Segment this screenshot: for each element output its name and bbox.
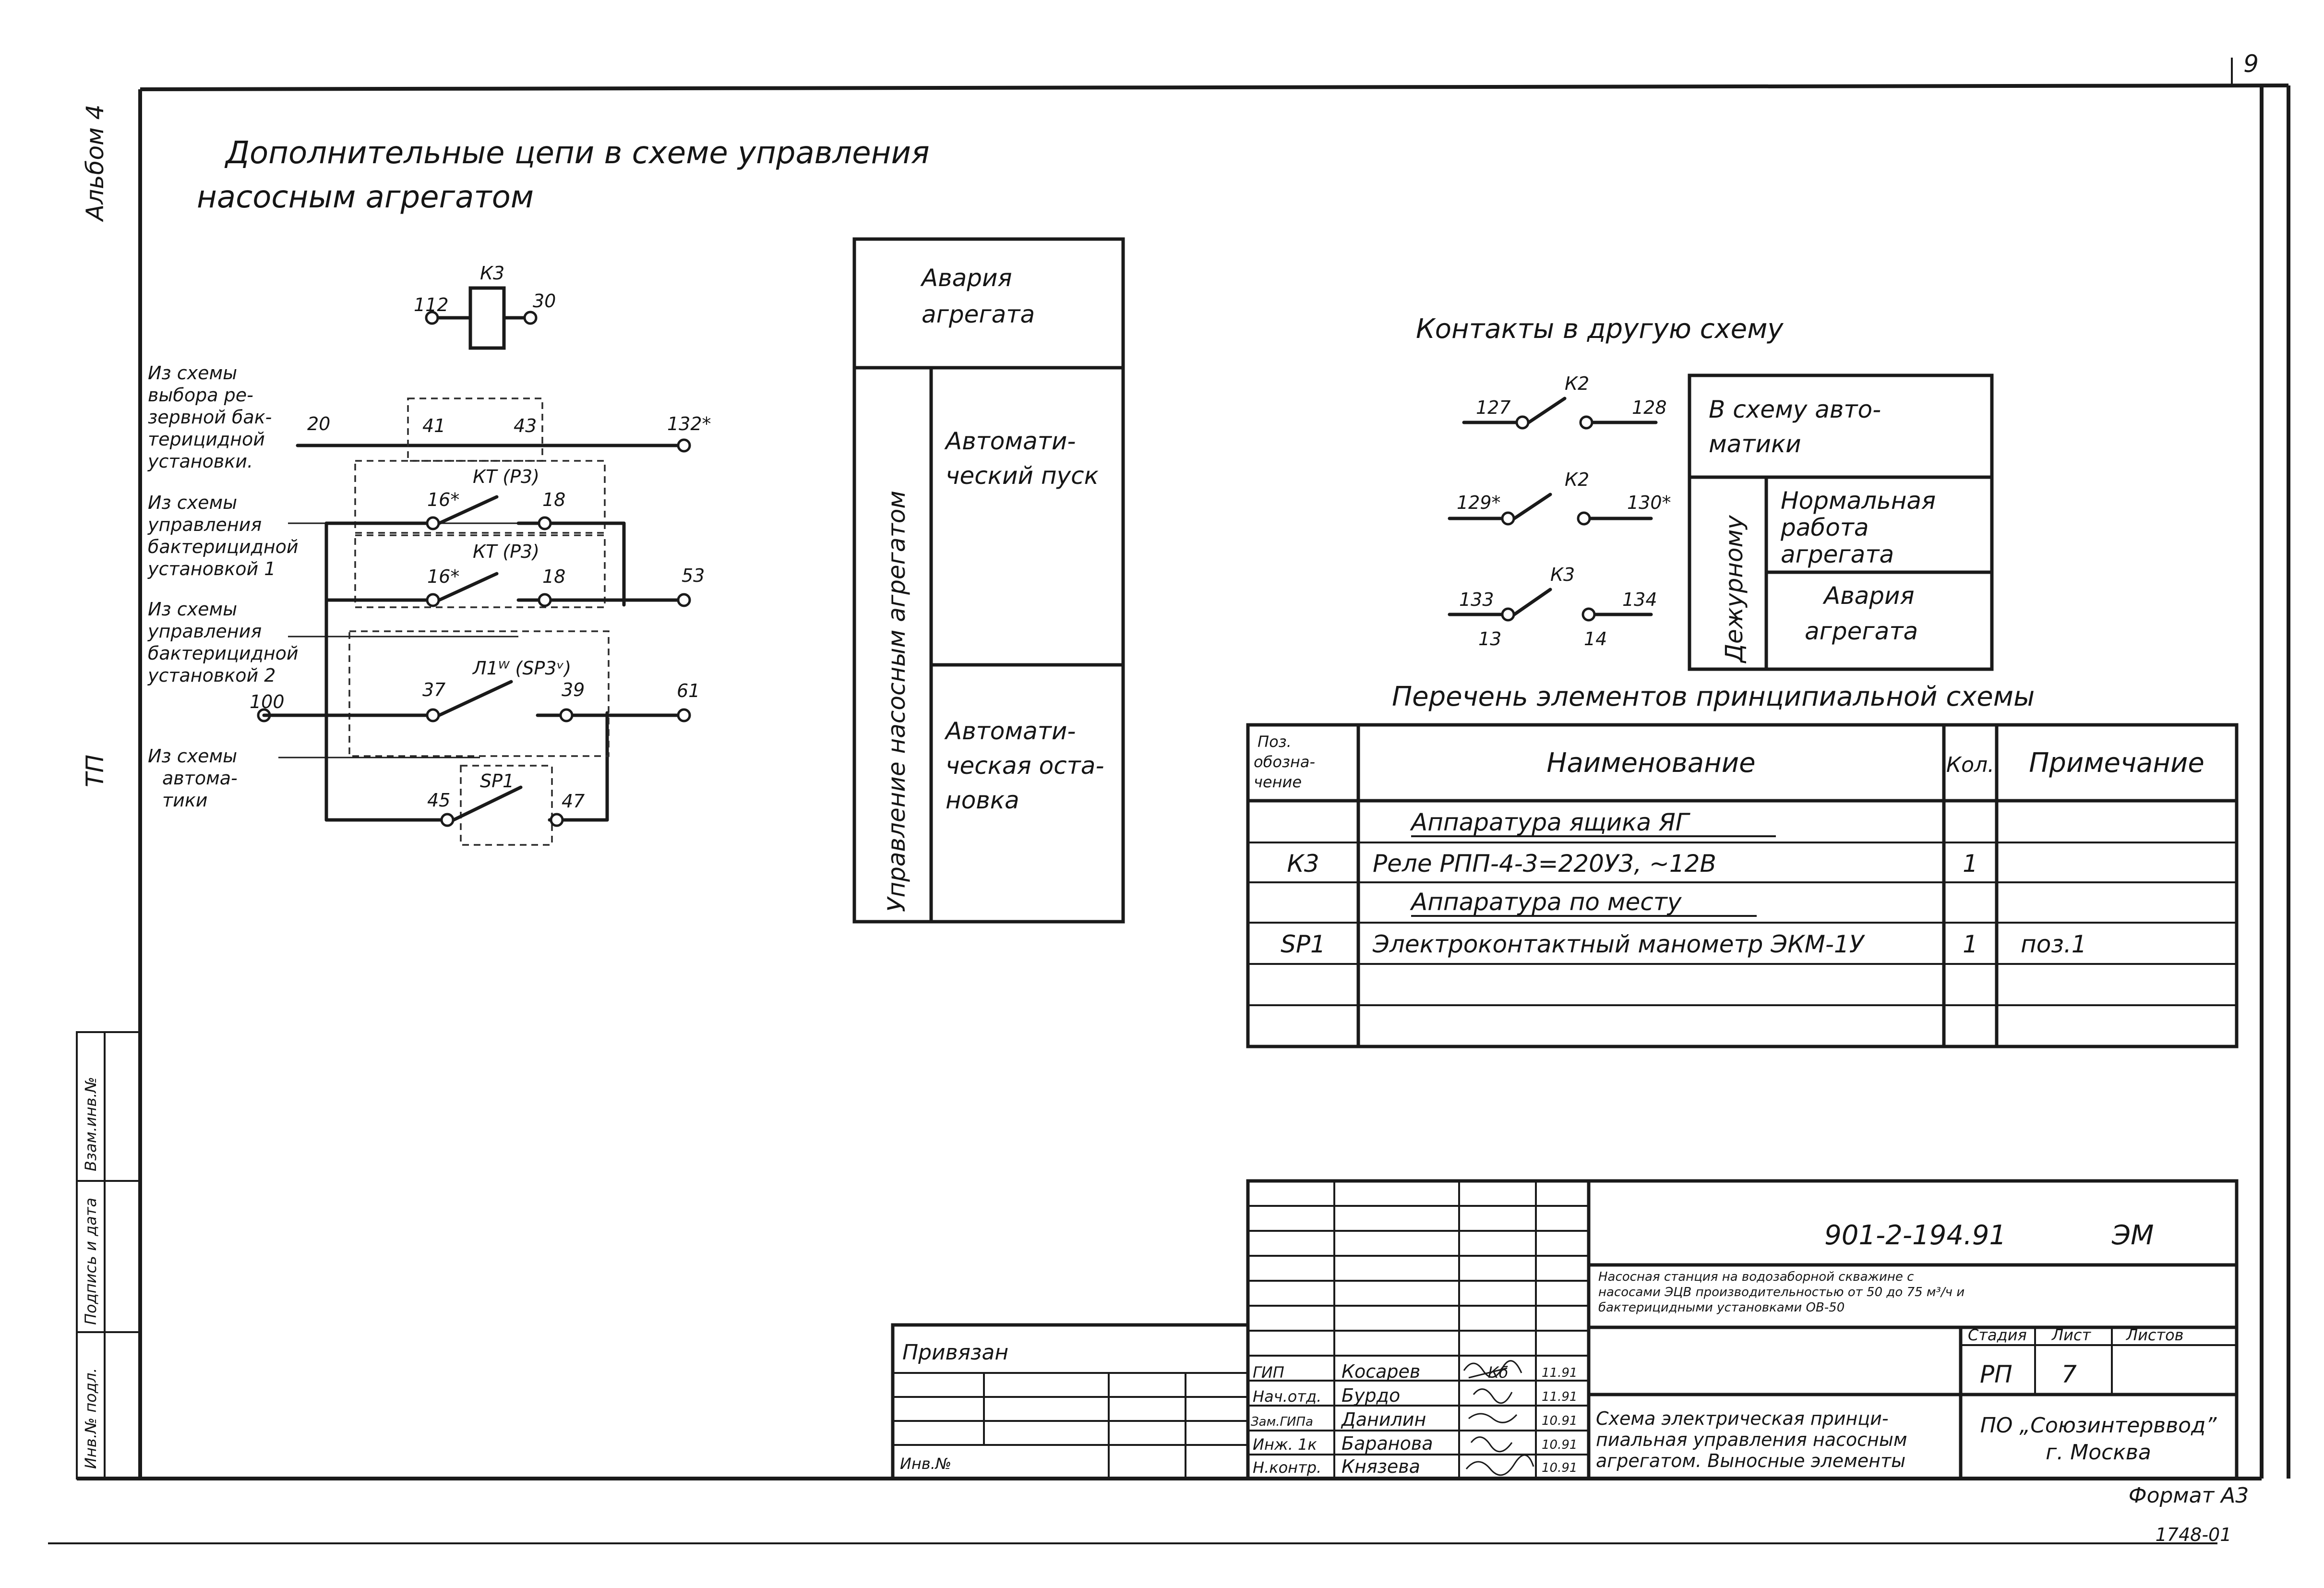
- privyazan-label: Привязан: [902, 1340, 1009, 1365]
- name-gip: Косарев: [1342, 1361, 1421, 1382]
- drawing-title-2: пиальная управления насосным: [1596, 1429, 1907, 1450]
- signature-scribble-3: [1469, 1414, 1517, 1422]
- role-inzh: Инж. 1к: [1253, 1435, 1317, 1454]
- name-inzh: Баранова: [1342, 1433, 1433, 1454]
- relay-kt1-label: КТ (Р3): [473, 466, 540, 487]
- col-pos-3: чение: [1254, 773, 1302, 791]
- label-41: 41: [422, 415, 446, 436]
- lt-cell2-1: Автомати-: [946, 717, 1076, 745]
- org-line-1: ПО „Союзинтерввод”: [1980, 1413, 2217, 1438]
- svg-text:управления: управления: [148, 514, 262, 535]
- row-3-pos: SP1: [1281, 930, 1326, 958]
- source-label-3: [147, 599, 299, 686]
- project-line-1: Насосная станция на водозаборной скважине с: [1598, 1270, 1914, 1284]
- role-nkontr: Н.контр.: [1253, 1458, 1322, 1477]
- row-1-qty: 1: [1963, 850, 1978, 878]
- source-label-4: [148, 746, 238, 811]
- function-table-left: [854, 239, 1123, 922]
- svg-text:К2: К2: [1565, 373, 1590, 394]
- label-16-2: 16*: [427, 566, 460, 587]
- svg-text:автома-: автома-: [162, 768, 238, 789]
- stage-value: РП: [1980, 1360, 2013, 1388]
- relay-l1-label: Л1ᵂ (SР3ᵛ): [473, 658, 572, 679]
- col-qty: Кол.: [1946, 753, 1995, 777]
- format-label: Формат А3: [2128, 1483, 2249, 1508]
- svg-text:128: 128: [1632, 397, 1667, 418]
- svg-text:14: 14: [1584, 628, 1607, 650]
- label-47: 47: [562, 791, 585, 812]
- inv-no-label: Инв.№: [900, 1455, 952, 1473]
- elements-heading: Перечень элементов принципиальной схемы: [1392, 681, 2035, 712]
- svg-text:терицидной: терицидной: [148, 429, 265, 450]
- project-line-3: бактерицидными установками ОВ-50: [1598, 1300, 1845, 1315]
- rt-cell1-1: Нормальная: [1781, 487, 1936, 515]
- doc-suffix: ЭМ: [2112, 1220, 2154, 1251]
- drawing-title-3: агрегатом. Выносные элементы: [1596, 1450, 1906, 1471]
- terminal-132: [678, 440, 690, 451]
- col-note: Примечание: [2029, 747, 2204, 779]
- label-100: 100: [250, 691, 285, 712]
- label-132: 132*: [667, 413, 711, 434]
- svg-text:134: 134: [1622, 589, 1657, 610]
- name-nkontr: Князева: [1342, 1456, 1420, 1477]
- coil-name: К3: [480, 263, 505, 284]
- svg-text:127: 127: [1476, 397, 1511, 418]
- row-3-qty: 1: [1963, 930, 1978, 958]
- label-37: 37: [422, 679, 446, 700]
- stage-head: Стадия: [1968, 1326, 2027, 1344]
- date-nach: 11.91: [1542, 1390, 1578, 1404]
- svg-text:13: 13: [1478, 628, 1502, 650]
- name-zam: Данилин: [1342, 1409, 1426, 1430]
- doc-code: 901-2-194.91: [1824, 1220, 2006, 1251]
- row-3-note: поз.1: [2021, 930, 2087, 958]
- label-39: 39: [562, 679, 585, 700]
- rt-side: Дежурному: [1720, 515, 1748, 662]
- terminal-53: [678, 594, 690, 606]
- rt-cell2-1: Авария: [1824, 582, 1915, 610]
- lt-cell1-1: Автомати-: [946, 427, 1076, 455]
- coil-right-label: 30: [533, 290, 556, 312]
- svg-text:130*: 130*: [1627, 492, 1671, 513]
- relay-sp1-label: SP1: [480, 770, 515, 792]
- signature-scribble-2: [1473, 1389, 1512, 1403]
- project-line-2: насосами ЭЦВ производительностью от 50 до 75 м³/ч и: [1598, 1285, 1965, 1299]
- svg-text:Из схемы: Из схемы: [148, 492, 238, 513]
- sheets-head: Листов: [2126, 1326, 2184, 1344]
- role-zam: Зам.ГИПа: [1251, 1415, 1313, 1429]
- margin-stamp: [77, 1032, 140, 1479]
- rt-top-1: В схему авто-: [1709, 396, 1881, 423]
- row-3-name: Электроконтактный манометр ЭКМ-1У: [1373, 930, 1864, 958]
- frame-top: [140, 85, 2288, 89]
- source-label-2: [147, 492, 299, 579]
- title-block: [893, 1181, 2237, 1479]
- coil-k3: [470, 288, 504, 348]
- label-18-2: 18: [542, 566, 566, 587]
- name-nach: Бурдо: [1342, 1385, 1401, 1406]
- col-pos-1: Поз.: [1258, 733, 1292, 751]
- coil-terminal-right: [525, 312, 536, 324]
- rt-top-2: матики: [1709, 430, 1801, 458]
- lt-side: Управление насосным агрегатом: [883, 490, 910, 912]
- org-line-2: г. Москва: [2046, 1440, 2151, 1465]
- svg-text:Из схемы: Из схемы: [148, 599, 238, 620]
- label-43: 43: [514, 415, 537, 436]
- drawing-title-1: Схема электрическая принци-: [1596, 1408, 1889, 1429]
- svg-text:установкой 2: установкой 2: [148, 665, 276, 686]
- svg-text:бактерицидной: бактерицидной: [148, 643, 299, 664]
- source-label-1: [147, 362, 272, 472]
- stamp-podpis: Подпись и дата: [82, 1197, 100, 1325]
- svg-text:зервной бак-: зервной бак-: [148, 407, 272, 428]
- svg-text:129*: 129*: [1457, 492, 1501, 513]
- svg-text:Из схемы: Из схемы: [148, 362, 238, 384]
- rt-cell1-3: агрегата: [1781, 541, 1894, 568]
- lt-cell2-2: ческая оста-: [946, 752, 1104, 780]
- lt-cell2-3: новка: [946, 786, 1019, 814]
- date-inzh: 10.91: [1542, 1438, 1578, 1452]
- label-18-1: 18: [542, 489, 566, 510]
- lt-top-2: агрегата: [922, 301, 1035, 328]
- page-number: 9: [2243, 50, 2259, 78]
- label-45: 45: [427, 790, 451, 811]
- svg-text:установкой 1: установкой 1: [148, 558, 276, 579]
- lt-cell1-2: ческий пуск: [946, 462, 1099, 490]
- label-16-1: 16*: [427, 489, 460, 510]
- stamp-vzam: Взам.инв.№: [82, 1077, 100, 1171]
- elements-table: [1248, 681, 2237, 1047]
- label-53: 53: [682, 565, 705, 586]
- svg-text:Из схемы: Из схемы: [148, 746, 238, 767]
- row-0-name: Аппаратура ящика ЯГ: [1411, 808, 1689, 836]
- row-1-name: Реле РПП-4-3=220У3, ~12В: [1373, 850, 1716, 878]
- role-nach: Нач.отд.: [1253, 1387, 1322, 1406]
- album-label: Альбом 4: [81, 104, 109, 221]
- svg-text:установки.: установки.: [148, 451, 253, 472]
- svg-text:бактерицидной: бактерицидной: [148, 536, 299, 557]
- role-gip: ГИП: [1253, 1363, 1284, 1382]
- sheet-head: Лист: [2052, 1326, 2091, 1344]
- tp-label: ТП: [81, 754, 109, 787]
- rt-cell2-2: агрегата: [1805, 617, 1918, 645]
- sheet-value: 7: [2061, 1360, 2077, 1388]
- date-nkontr: 10.91: [1542, 1461, 1578, 1475]
- date-zam: 10.91: [1542, 1414, 1578, 1428]
- relay-kt2-label: КТ (Р3): [473, 541, 540, 562]
- label-61: 61: [677, 680, 700, 701]
- function-table-right: [1689, 375, 1992, 669]
- footer-code: 1748-01: [2155, 1524, 2232, 1545]
- col-name: Наименование: [1546, 747, 1756, 779]
- coil-left-label: 112: [414, 294, 449, 315]
- title-line2: насосным агрегатом: [197, 180, 534, 215]
- title-line1: Дополнительные цепи в схеме управления: [226, 135, 930, 171]
- label-20: 20: [307, 413, 331, 434]
- sign-gip: Кб: [1488, 1363, 1509, 1382]
- svg-text:выбора ре-: выбора ре-: [148, 385, 253, 406]
- rt-cell1-2: работа: [1781, 514, 1869, 541]
- svg-text:управления: управления: [148, 621, 262, 642]
- date-gip: 11.91: [1542, 1366, 1578, 1380]
- terminal-61: [678, 710, 690, 721]
- col-pos-2: обозна-: [1254, 753, 1315, 771]
- svg-text:К2: К2: [1565, 469, 1590, 490]
- control-schematic: [147, 263, 711, 845]
- stamp-inv-podl: Инв.№ подл.: [82, 1368, 100, 1469]
- row-2-name: Аппаратура по месту: [1411, 888, 1682, 916]
- lt-top-1: Авария: [922, 264, 1012, 292]
- signature-scribble-5: [1466, 1455, 1533, 1475]
- svg-text:133: 133: [1459, 589, 1494, 610]
- svg-text:тики: тики: [162, 790, 208, 811]
- contacts-heading: Контакты в другую схему: [1416, 313, 1784, 345]
- svg-text:К3: К3: [1550, 564, 1575, 585]
- signature-scribble-4: [1471, 1437, 1512, 1452]
- row-1-pos: К3: [1287, 850, 1319, 878]
